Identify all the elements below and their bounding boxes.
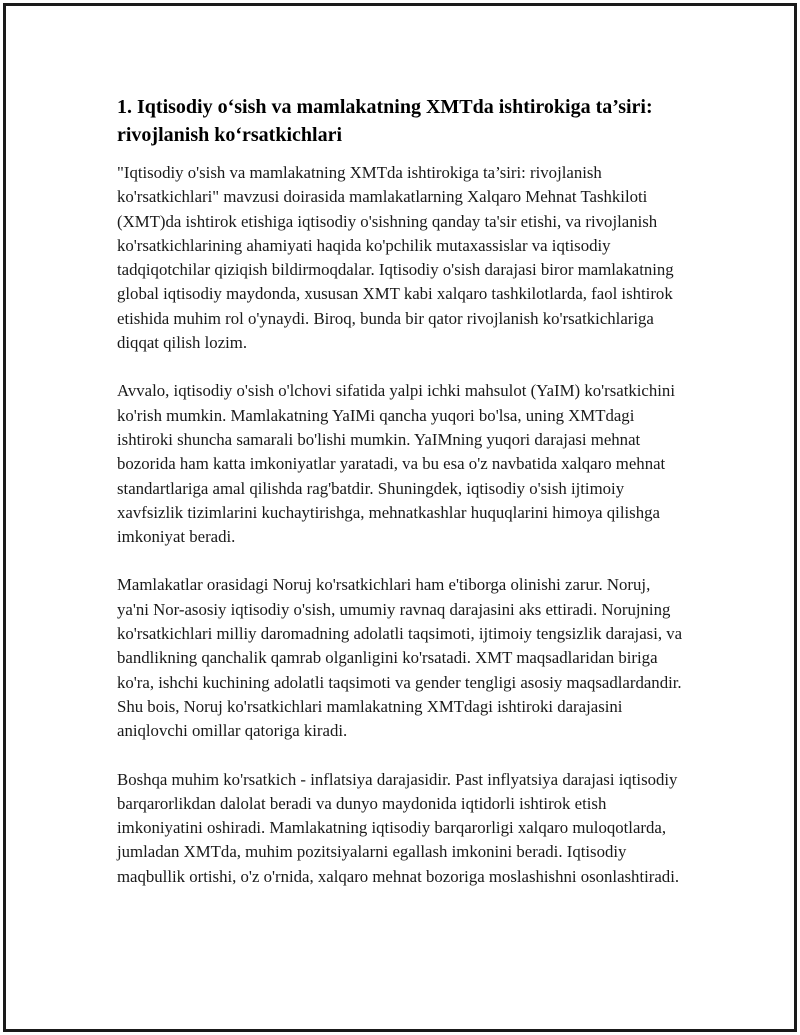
paragraph-3: Mamlakatlar orasidagi Noruj ko'rsatkichlari ham e'tiborga olinishi zarur. Noruj, ya'ni Nor-asosiy iqtisodiy o'sish, umumiy ravnaq darajasini aks ettiradi. Norujning ko'rsatkichlari milliy daromadning adolatli taqsimoti, ijtimoiy tengsizlik darajasi, va bandlikning qanchalik qamrab olganligini ko'rsatadi. XMT maqsadlaridan biriga ko'ra, ishchi kuchining adolatli taqsimoti va gender tengligi asosiy maqsadlardandir. Shu bois, Noruj ko'rsatkichlari mamlakatning XMTdagi ishtiroki darajasini aniqlovchi omillar qatoriga kiradi.: [117, 575, 683, 741]
paragraph-4: Boshqa muhim ko'rsatkich - inflatsiya darajasidir. Past inflyatsiya darajasi iqtisodiy barqarorlikdan dalolat beradi va dunyo maydonida iqtidorli ishtirok etish imkoniyatini oshiradi. Mamlakatning iqtisodiy barqarorligi xalqaro muloqotlarda, jumladan XMTda, muhim pozitsiyalarni egallash imkonini beradi. Iqtisodiy maqbullik ortishi, o'z o'rnida, xalqaro mehnat bozoriga moslashishni osonlashtiradi.: [117, 769, 680, 886]
document-body: [117, 93, 683, 913]
section-heading: 1. Iqtisodiy o‘sish va mamlakatning XMTda ishtirokiga ta’siri: rivojlanish ko‘rsatkichlari: [117, 96, 653, 146]
paragraph-1: "Iqtisodiy o'sish va mamlakatning XMTda ishtirokiga ta’siri: rivojlanish ko'rsatkichlari" mavzusi doirasida mamlakatlarning Xalqaro Mehnat Tashkiloti (XMT)da ishtirok etishiga iqtisodiy o'sishning qanday ta'sir etishi, va rivojlanish ko'rsatkichlarining ahamiyati haqida ko'pchilik mutaxassislar va iqtisodiy tadqiqotchilar qiziqish bildirmoqdalar. Iqtisodiy o'sish darajasi biror mamlakatning global iqtisodiy maydonda, xususan XMT kabi xalqaro tashkilotlarda, faol ishtirok etishida muhim rol o'ynaydi. Biroq, bunda bir qator rivojlanish ko'rsatkichlariga diqqat qilish lozim.: [117, 163, 674, 353]
paragraph-2: Avvalo, iqtisodiy o'sish o'lchovi sifatida yalpi ichki mahsulot (YaIM) ko'rsatkichini ko'rish mumkin. Mamlakatning YaIMi qancha yuqori bo'lsa, uning XMTdagi ishtiroki shuncha samarali bo'lishi mumkin. YaIMning yuqori darajasi mehnat bozorida ham katta imkoniyatlar yaratadi, va bu esa o'z navbatida xalqaro mehnat standartlariga amal qilishda rag'batdir. Shuningdek, iqtisodiy o'sish ijtimoiy xavfsizlik tizimlarini kuchaytirishga, mehnatkashlar huquqlarini himoya qilishga imkoniyat beradi.: [117, 381, 675, 547]
